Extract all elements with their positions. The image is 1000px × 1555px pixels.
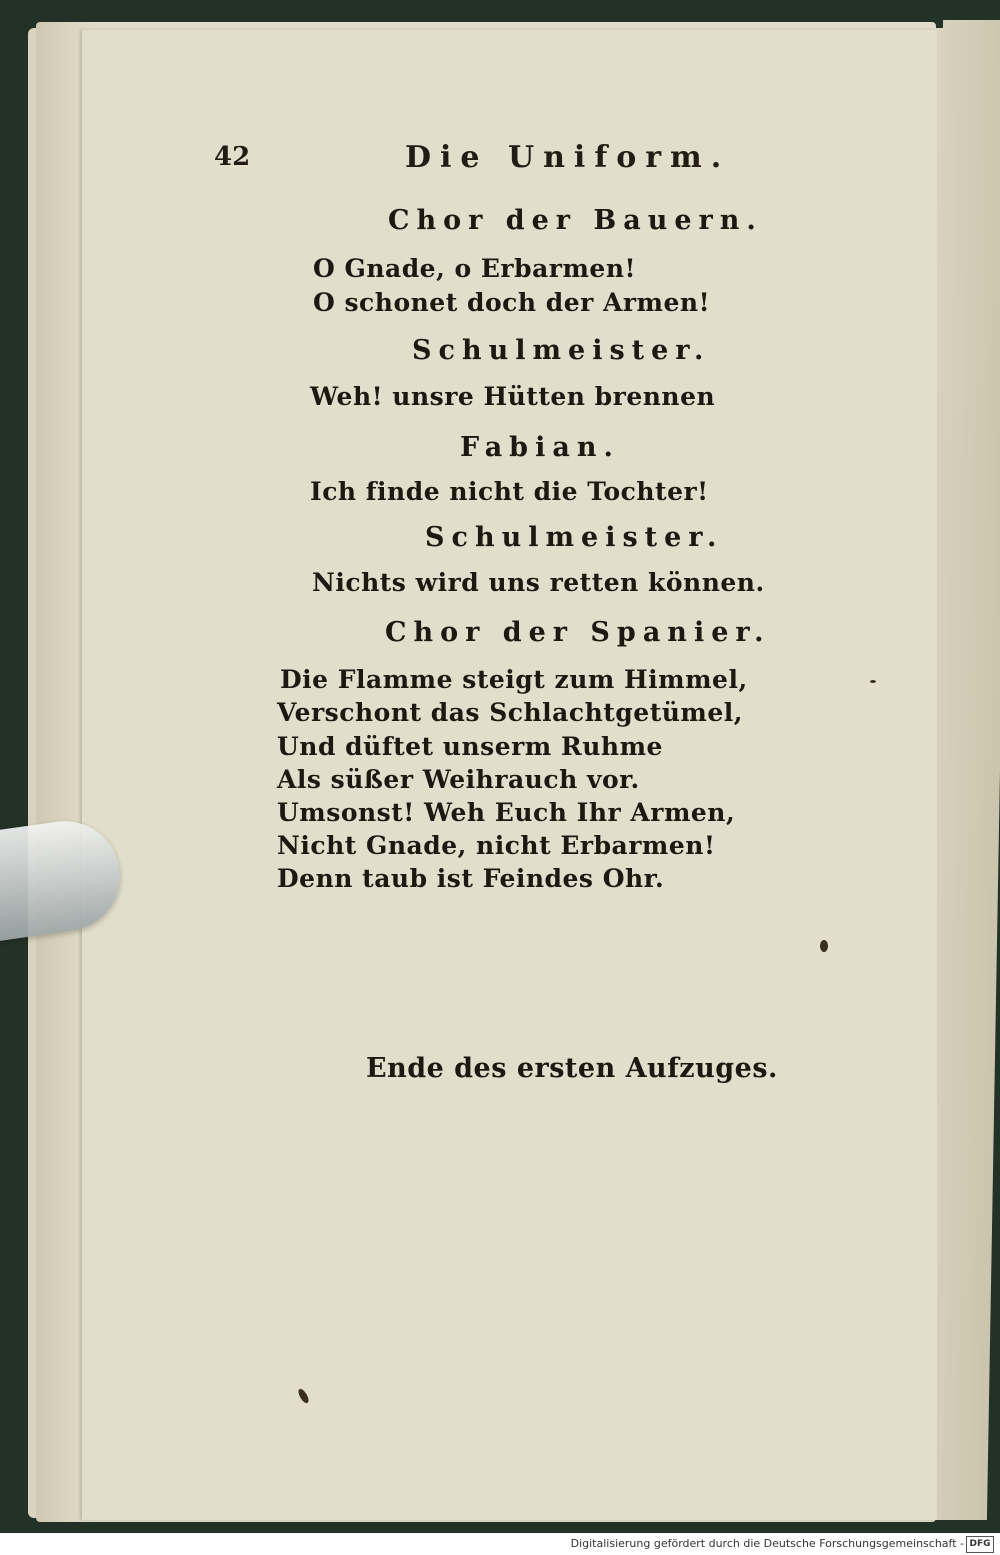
speaker-fabian: Fabian. bbox=[460, 432, 620, 463]
chorus-line: Und düftet unserm Ruhme bbox=[277, 732, 663, 761]
chorus-line: Denn taub ist Feindes Ohr. bbox=[277, 864, 665, 893]
verse-line: Nichts wird uns retten können. bbox=[312, 568, 765, 597]
footer-bar bbox=[0, 1533, 1000, 1555]
page-number: 42 bbox=[214, 142, 251, 172]
verse-line: Weh! unsre Hütten brennen bbox=[310, 382, 716, 411]
chorus-line: Die Flamme steigt zum Himmel, bbox=[280, 665, 748, 694]
speaker-schulmeister: Schulmeister. bbox=[425, 522, 724, 553]
verse-line: O schonet doch der Armen! bbox=[313, 288, 711, 317]
footer-credit: Digitalisierung gefördert durch die Deutsche Forschungsgemeinschaft - bbox=[570, 1537, 964, 1550]
chorus-line: Umsonst! Weh Euch Ihr Armen, bbox=[277, 798, 736, 827]
chorus-line: Als süßer Weihrauch vor. bbox=[277, 765, 640, 794]
chorus-line: Verschont das Schlachtgetümel, bbox=[277, 698, 743, 727]
verse-line: O Gnade, o Erbarmen! bbox=[313, 254, 636, 283]
verse-line: Ich finde nicht die Tochter! bbox=[310, 477, 709, 506]
speaker-schulmeister: Schulmeister. bbox=[412, 335, 711, 366]
speaker-chor-der-bauern: Chor der Bauern. bbox=[388, 205, 763, 236]
running-head bbox=[0, 138, 1000, 178]
paper-speck bbox=[820, 940, 828, 952]
paper-speck bbox=[870, 680, 876, 683]
act-end-line: Ende des ersten Aufzuges. bbox=[366, 1053, 778, 1084]
running-title: Die Uniform. bbox=[405, 140, 731, 175]
chorus-line: Nicht Gnade, nicht Erbarmen! bbox=[277, 831, 716, 860]
speaker-chor-der-spanier: Chor der Spanier. bbox=[385, 617, 771, 648]
dfg-logo-icon: DFG bbox=[966, 1536, 994, 1553]
